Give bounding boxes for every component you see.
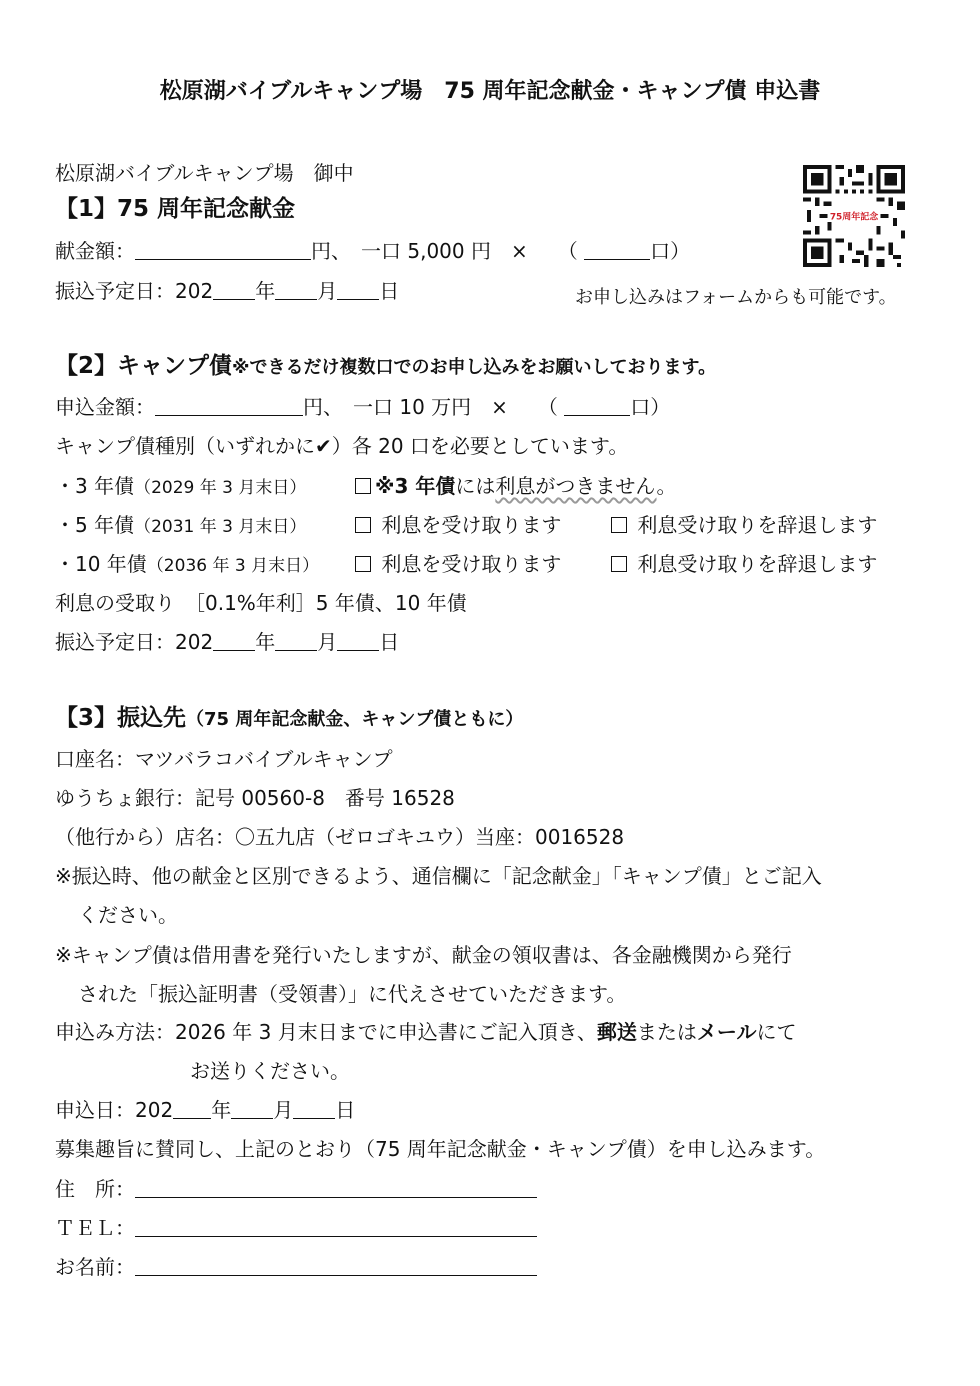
day-label: 日	[379, 630, 400, 654]
application-year-field[interactable]	[173, 1098, 211, 1119]
section1-amount-field[interactable]	[135, 239, 311, 260]
section2-amount-label: 申込金額：	[55, 395, 155, 419]
day-label: 日	[335, 1098, 356, 1122]
bond10-decline-option	[611, 551, 877, 577]
bond5-receive-label: 利息を受け取ります	[381, 513, 562, 537]
bond5-decline-label: 利息受け取りを辞退します	[637, 513, 878, 537]
transfer-note-1a: ※振込時、他の献金と区別できるよう、通信欄に「記念献金」「キャンプ債」とご記入	[55, 864, 822, 888]
section3-heading-row	[55, 705, 523, 733]
bond10-label: ・10 年債	[55, 552, 147, 576]
section1-date-row	[55, 278, 399, 304]
section1-amount-unit: 円、 一口 5,000 円 × （	[311, 239, 578, 263]
bond5-label: ・5 年債	[55, 513, 135, 537]
month-label: 月	[317, 630, 338, 654]
method-text-1: 申込み方法：2026 年 3 月末日までに申込書にご記入頂き、	[55, 1020, 597, 1044]
bond10-receive-label: 利息を受け取ります	[381, 552, 562, 576]
qr-note: お申し込みはフォームからも可能です。	[575, 287, 897, 308]
section1-month-field[interactable]	[275, 279, 317, 300]
interest-line: 利息の受取り ［0.1%年利］5 年債、10 年債	[55, 591, 467, 615]
day-label: 日	[379, 279, 400, 303]
section2-month-field[interactable]	[275, 630, 317, 651]
section2-year-field[interactable]	[213, 630, 255, 651]
account-name: 口座名：マツバラコバイブルキャンプ	[55, 747, 393, 771]
transfer-note-2a: ※キャンプ債は借用書を発行いたしますが、献金の領収書は、各金融機関から発行	[55, 943, 792, 967]
section2-day-field[interactable]	[337, 630, 379, 651]
section1-heading: 【1】75 周年記念献金	[55, 196, 296, 222]
tel-field[interactable]	[135, 1216, 537, 1237]
section1-amount-row	[55, 238, 690, 264]
method-line-a	[55, 1019, 797, 1045]
bond10-row	[55, 551, 878, 579]
bond5-row	[55, 512, 878, 540]
bond10-decline-checkbox[interactable]	[611, 556, 627, 572]
section2-heading: 【2】キャンプ債	[55, 353, 233, 379]
section2-amount-unit: 円、 一口 10 万円 × （	[303, 395, 558, 419]
bond3-option	[355, 473, 677, 499]
year-label: 年	[211, 1098, 232, 1122]
addressee: 松原湖バイブルキャンプ場 御中	[55, 161, 354, 185]
tel-row	[55, 1215, 537, 1241]
section2-heading-note: ※できるだけ複数口でのお申し込みをお願いしております。	[232, 357, 717, 378]
section1-year-field[interactable]	[213, 279, 255, 300]
section3-heading-note: （75 周年記念献金、キャンプ債ともに）	[186, 709, 524, 730]
bond10-receive-checkbox[interactable]	[355, 556, 371, 572]
section1-amount-label: 献金額：	[55, 239, 135, 263]
name-label: お名前：	[55, 1255, 135, 1279]
yucho-account: ゆうちょ銀行：記号 00560-8 番号 16528	[55, 786, 455, 810]
section2-date-label: 振込予定日：202	[55, 630, 214, 654]
month-label: 月	[273, 1098, 294, 1122]
bond5-receive-checkbox[interactable]	[355, 517, 371, 533]
year-label: 年	[255, 279, 276, 303]
bond-type-line: キャンプ債種別（いずれかに✔）各 20 口を必要としています。	[55, 434, 629, 458]
bond3-label: ・3 年債	[55, 474, 135, 498]
application-date-row	[55, 1097, 355, 1123]
section2-heading-row	[55, 353, 716, 381]
address-field[interactable]	[135, 1177, 537, 1198]
name-row	[55, 1254, 537, 1280]
application-day-field[interactable]	[293, 1098, 335, 1119]
qr-caption: 75周年記念	[829, 212, 879, 223]
transfer-note-1b: ください。	[78, 903, 178, 927]
bond3-checkbox[interactable]	[355, 478, 371, 494]
method-mail: メール	[696, 1020, 757, 1044]
month-label: 月	[317, 279, 338, 303]
application-date-label: 申込日：202	[55, 1098, 174, 1122]
section3-heading: 【3】振込先	[55, 705, 187, 731]
year-label: 年	[255, 630, 276, 654]
address-row	[55, 1176, 537, 1202]
bond3-row	[55, 473, 677, 501]
transfer-note-2b: された「振込証明書（受領書）」に代えさせていただきます。	[78, 982, 627, 1006]
bond5-decline-checkbox[interactable]	[611, 517, 627, 533]
section2-amount-tail: 口）	[630, 395, 671, 419]
method-line-b: お送りください。	[190, 1059, 350, 1083]
bond5-receive-option	[355, 512, 561, 538]
section1-amount-tail: 口）	[650, 239, 691, 263]
bond3-date: （2029 年 3 月末日）	[134, 478, 307, 498]
tel-label: ＴＥＬ：	[55, 1216, 135, 1240]
section2-date-row	[55, 629, 399, 655]
bond3-note-d: 。	[656, 474, 677, 498]
address-label: 住 所：	[55, 1177, 135, 1201]
method-text-or: または	[636, 1020, 697, 1044]
bond5-decline-option	[611, 512, 877, 538]
qr-code[interactable]	[803, 165, 905, 267]
section1-day-field[interactable]	[337, 279, 379, 300]
page-title: 松原湖バイブルキャンプ場 75 周年記念献金・キャンプ債 申込書	[159, 79, 821, 104]
section1-date-label: 振込予定日：202	[55, 279, 214, 303]
bond3-note-c: 利息がつきません	[495, 474, 657, 498]
section1-units-field[interactable]	[584, 239, 650, 260]
name-field[interactable]	[135, 1255, 537, 1276]
section2-amount-field[interactable]	[155, 395, 303, 416]
bond3-note-b: には	[455, 474, 496, 498]
section2-units-field[interactable]	[564, 395, 630, 416]
method-post: 郵送	[596, 1020, 637, 1044]
agreement-statement: 募集趣旨に賛同し、上記のとおり（75 周年記念献金・キャンプ債）を申し込みます。	[55, 1137, 826, 1161]
bond10-date: （2036 年 3 月末日）	[146, 556, 320, 576]
method-text-end: にて	[756, 1020, 797, 1044]
bond10-receive-option	[355, 551, 561, 577]
other-bank-account: （他行から）店名：〇五九店（ゼロゴキユウ）当座：0016528	[55, 825, 625, 849]
bond10-decline-label: 利息受け取りを辞退します	[637, 552, 878, 576]
section2-amount-row	[55, 394, 670, 420]
bond3-note-a: ※3 年債	[375, 474, 456, 498]
application-month-field[interactable]	[231, 1098, 273, 1119]
bond5-date: （2031 年 3 月末日）	[134, 517, 307, 537]
